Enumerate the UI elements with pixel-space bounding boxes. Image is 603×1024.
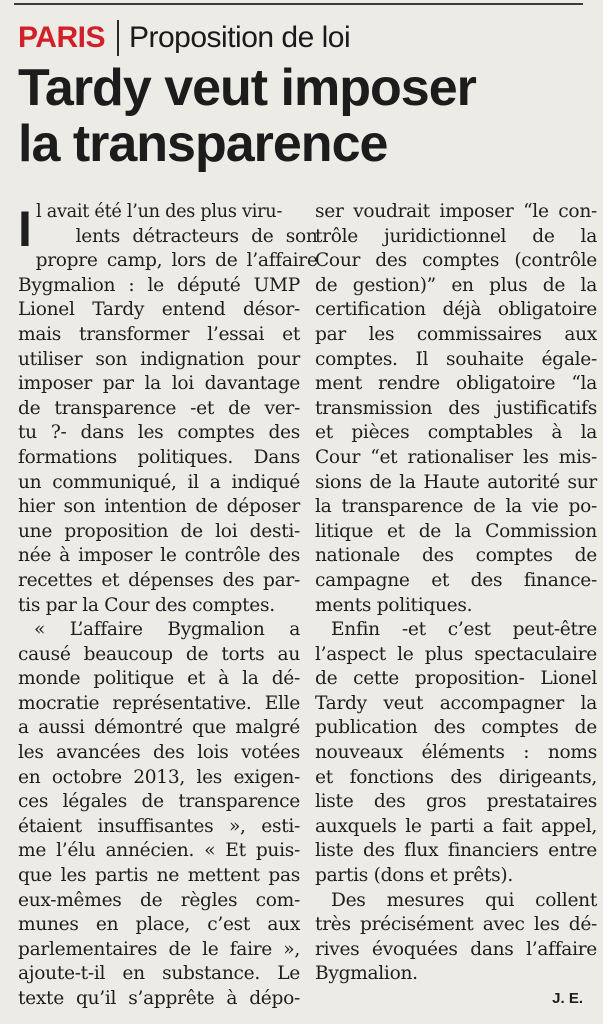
article-line-text: Bygmalion.: [315, 963, 418, 985]
article-line-text: de gestion)” en plus de la: [315, 274, 597, 296]
article-line-text: Enfin -et c’est peut-être: [331, 619, 597, 641]
article-column-right: [315, 200, 597, 987]
article-line-text: très précisément avec les dé-: [315, 914, 597, 936]
article-line-text: parlementaires de le faire »,: [18, 938, 300, 960]
article-line: [315, 938, 597, 963]
article-line-text: ments politiques.: [315, 594, 473, 616]
article-line: [315, 298, 597, 323]
article-line: [315, 249, 597, 274]
article-line-text: « L’affaire Bygmalion a: [34, 619, 300, 641]
article-line: [18, 397, 300, 422]
article-line: [315, 889, 597, 914]
article-line-text: que les partis ne mettent pas: [18, 865, 301, 887]
article-line: [315, 471, 597, 496]
article-line-text: mocratie représentative. Elle: [18, 692, 300, 714]
article-line: [18, 495, 300, 520]
article-line: [315, 274, 597, 299]
article-line-text: certification déjà obligatoire: [315, 299, 598, 321]
article-line-text: l’aspect le plus spectaculaire: [315, 643, 597, 665]
article-column-left: [18, 200, 318, 1012]
article-line: [315, 741, 597, 766]
article-line-text: texte qu’il s’apprête à dépo-: [18, 988, 300, 1009]
article-line: [315, 544, 597, 569]
headline-line-2: la transparence: [18, 115, 388, 173]
article-line: [18, 274, 300, 299]
article-line-text: ajoute-t-il en substance. Le: [18, 963, 300, 985]
article-line-text: munes en place, c’est aux: [18, 914, 300, 936]
article-line: [18, 520, 300, 545]
article-line: [18, 962, 300, 987]
article-line: [18, 716, 300, 741]
article-line: [315, 667, 597, 692]
article-line: [18, 643, 300, 668]
article-line-text: un communiqué, il a indiqué: [18, 471, 301, 493]
article-line: [315, 962, 597, 987]
rubric: [18, 18, 350, 58]
article-line-text: née à imposer le contrôle des: [18, 545, 300, 567]
author-signature: J. E.: [552, 990, 583, 1007]
article-line-text: ser voudrait imposer “le con-: [315, 201, 597, 222]
rubric-topic: Proposition de loi: [128, 21, 351, 54]
section-label: PARIS: [18, 21, 105, 54]
article-line-text: Cour “et rationaliser les mis-: [315, 446, 597, 468]
article-line-text: comptes. Il souhaite égale-: [315, 348, 597, 370]
article-line-text: en octobre 2013, les exigen-: [18, 766, 300, 788]
article-line-text: ment rendre obligatoire “la: [315, 373, 597, 395]
article-line: [18, 913, 300, 938]
article-line: [18, 249, 318, 274]
article-line: [18, 618, 300, 643]
article-line: [18, 839, 300, 864]
article-line-text: Cour des comptes (contrôle: [315, 250, 597, 272]
article-line: [315, 421, 597, 446]
article-line: [18, 987, 300, 1012]
article-line-text: formations politiques. Dans: [18, 446, 300, 468]
article-line: [315, 225, 597, 250]
article-line: [18, 323, 300, 348]
article-line-text: par les commissaires aux: [315, 323, 597, 345]
article-line: [18, 790, 300, 815]
article-line-text: trôle juridictionnel de la: [315, 225, 597, 247]
article-line: [315, 643, 597, 668]
article-line-text: l avait été l’un des plus viru-: [35, 201, 282, 222]
article-line: [315, 569, 597, 594]
article-line: [18, 667, 300, 692]
article-line: [315, 397, 597, 422]
article-line-text: nationale des comptes de: [315, 545, 597, 567]
article-line: [18, 766, 300, 791]
article-line: [315, 913, 597, 938]
article-line: [315, 815, 597, 840]
article-line-text: eux-mêmes de règles com-: [18, 889, 300, 911]
article-line-text: nouveaux éléments : noms: [315, 742, 598, 764]
article-line-text: partis (dons et prêts).: [315, 865, 513, 887]
article-line-text: liste des flux financiers entre: [315, 840, 597, 862]
article-line: [18, 889, 300, 914]
article-line-text: sions de la Haute autorité sur: [315, 471, 597, 493]
article-line-text: hier son intention de déposer: [18, 496, 300, 518]
article-line: [315, 594, 597, 619]
article-line-text: litique et de la Commission: [315, 520, 597, 542]
article-line: [18, 864, 300, 889]
article-line-text: liste des gros prestataires: [315, 791, 597, 813]
article-line-text: Des mesures qui collent: [331, 889, 597, 911]
article-line: [315, 200, 597, 225]
article-line-text: recettes et dépenses des par-: [18, 569, 300, 591]
article-line-text: propre camp, lors de l’affaire: [35, 250, 318, 272]
article-line: [315, 839, 597, 864]
article-line-text: a aussi démontré que malgré: [18, 717, 300, 739]
article-line-text: mais transformer l’essai et: [18, 323, 301, 345]
article-line-text: Bygmalion : le député UMP: [18, 274, 301, 296]
article-line-text: tu ?- dans les comptes des: [18, 422, 301, 444]
article-line: [315, 766, 597, 791]
article-line: [315, 495, 597, 520]
article-line: [18, 594, 300, 619]
article-line: [315, 372, 597, 397]
headline: [18, 60, 598, 172]
article-line-text: transmission des justificatifs: [315, 397, 597, 419]
article-line: [18, 569, 300, 594]
article-line: [315, 618, 597, 643]
article-line: [18, 348, 300, 373]
article-line: [18, 938, 300, 963]
article-line: [18, 298, 300, 323]
article-line: [315, 790, 597, 815]
article-line-text: Lionel Tardy entend désor-: [18, 299, 300, 321]
article-line: [18, 421, 300, 446]
article-line-text: les avancées des lois votées: [18, 742, 300, 764]
article-line-text: ces légales de transparence: [18, 791, 300, 813]
article-line-text: de transparence -et de ver-: [18, 397, 300, 419]
drop-cap: I: [18, 201, 32, 257]
article-line-text: imposer par la loi davantage: [18, 373, 301, 395]
article-line: [18, 692, 300, 717]
article-line: [18, 372, 300, 397]
article-line-text: une proposition de loi desti-: [18, 520, 300, 542]
article-line-text: causé beaucoup de torts au: [18, 643, 301, 665]
article-line: [315, 864, 597, 889]
article-line-text: Tardy veut accompagner la: [315, 692, 597, 714]
article-line-text: et fonctions des dirigeants,: [315, 766, 597, 788]
article-line: [315, 446, 597, 471]
article-line-text: la transparence de la vie po-: [315, 496, 597, 518]
article-line: [18, 544, 300, 569]
article-line-text: lents détracteurs de son: [75, 225, 318, 247]
rubric-divider: [117, 20, 119, 56]
article-line: [315, 348, 597, 373]
article-line: [315, 692, 597, 717]
article-line: [18, 446, 300, 471]
article-line-text: utiliser son indignation pour: [18, 348, 301, 370]
article-line-text: et pièces comptables à la: [315, 422, 598, 444]
article-line: [18, 471, 300, 496]
article-line: [315, 323, 597, 348]
article-line: [18, 225, 318, 250]
article-line: [18, 741, 300, 766]
headline-line-1: Tardy veut imposer: [18, 59, 476, 117]
article-line-text: tis par la Cour des comptes.: [18, 594, 275, 616]
article-line: [315, 520, 597, 545]
article-line-text: monde politique et à la dé-: [18, 668, 300, 690]
article-line-text: auxquels le parti a fait appel,: [315, 815, 597, 837]
article-line-text: étaient insuffisantes », esti-: [18, 815, 300, 837]
article-line-text: publication des comptes de: [315, 717, 597, 739]
article-line: [18, 815, 300, 840]
article-line-text: rives évoquées dans l’affaire: [315, 938, 598, 960]
article-line: [315, 716, 597, 741]
article-line-text: me l’élu annécien. « Et puis-: [18, 840, 300, 862]
top-rule: [14, 3, 583, 5]
article-line-text: campagne et des finance-: [315, 569, 597, 591]
article-line-text: de cette proposition- Lionel: [315, 668, 597, 690]
